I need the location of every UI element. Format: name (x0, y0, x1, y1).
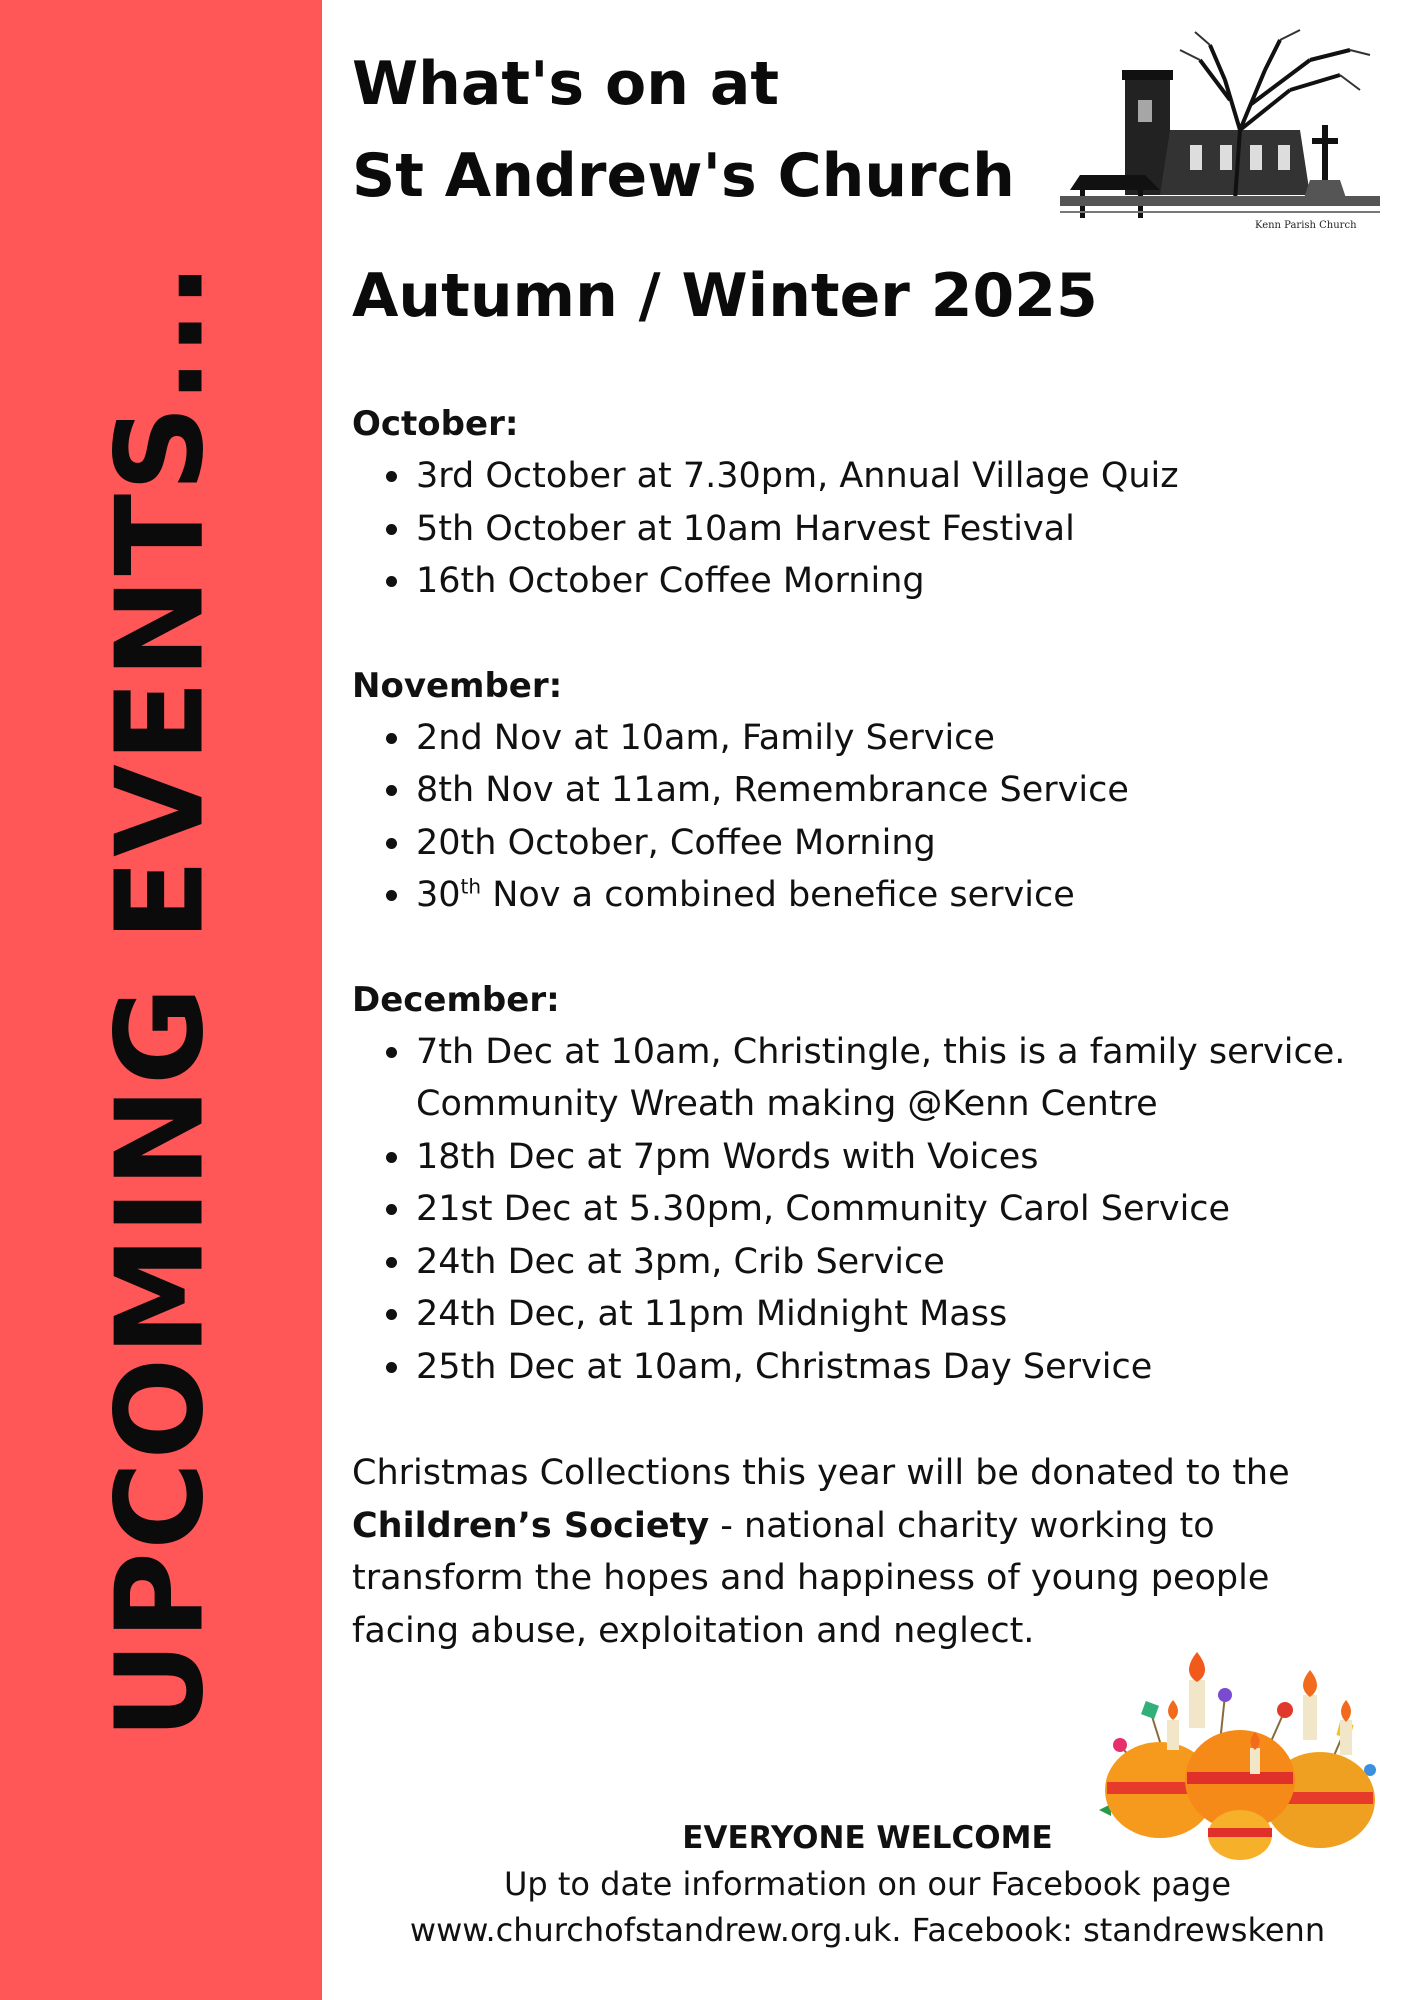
month-november (352, 660, 1392, 922)
month-heading: November: (352, 665, 563, 706)
church-sketch-image (1050, 20, 1385, 235)
sidebar-banner (0, 0, 322, 2000)
upcoming-events-heading: UPCOMING EVENTS... (91, 260, 231, 1740)
list-item: 3rd October at 7.30pm, Annual Village Quiz (416, 450, 1392, 503)
item-line-1: 7th Dec at 10am, Christingle, this is a family service. (416, 1031, 1346, 1072)
list-item: 16th October Coffee Morning (416, 555, 1392, 608)
item-text: Nov a combined benefice service (481, 875, 1075, 915)
list-item: 20th October, Coffee Morning (416, 817, 1392, 870)
list-item: 8th Nov at 11am, Remembrance Service (416, 764, 1392, 817)
events-list (352, 398, 1392, 1445)
charity-paragraph (352, 1447, 1382, 1657)
image-caption: Kenn Parish Church (1255, 220, 1357, 231)
month-october (352, 398, 1392, 608)
list-item (416, 1026, 1392, 1131)
charity-name: Children’s Society (352, 1505, 710, 1546)
charity-line-3: transform the hopes and happiness of young people (352, 1558, 1270, 1598)
ordinal-superscript: th (460, 874, 482, 899)
day-number: 30 (416, 875, 461, 915)
list-item: 24th Dec, at 11pm Midnight Mass (416, 1288, 1392, 1341)
list-item: 24th Dec at 3pm, Crib Service (416, 1236, 1392, 1289)
everyone-welcome: EVERYONE WELCOME (682, 1820, 1053, 1856)
list-item: 18th Dec at 7pm Words with Voices (416, 1131, 1392, 1184)
list-item: 2nd Nov at 10am, Family Service (416, 712, 1392, 765)
title-line-2: St Andrew's Church (352, 141, 1015, 211)
list-item: 5th October at 10am Harvest Festival (416, 503, 1392, 556)
title-line-1: What's on at (352, 49, 780, 119)
list-item: 21st Dec at 5.30pm, Community Carol Service (416, 1183, 1392, 1236)
item-line-2: Community Wreath making @Kenn Centre (416, 1084, 1158, 1124)
footer (322, 1815, 1413, 1953)
facebook-info: Up to date information on our Facebook page (503, 1865, 1232, 1903)
page-title (352, 38, 1015, 222)
list-item: 25th Dec at 10am, Christmas Day Service (416, 1341, 1392, 1394)
charity-line-2: - national charity working to (709, 1505, 1215, 1546)
charity-line-4: facing abuse, exploitation and neglect. (352, 1610, 1035, 1651)
charity-line-1: Christmas Collections this year will be donated to the (352, 1453, 1290, 1493)
season-heading: Autumn / Winter 2025 (352, 261, 1098, 331)
month-heading: October: (352, 404, 519, 444)
month-heading: December: (352, 979, 560, 1020)
website-link[interactable]: www.churchofstandrew.org.uk. Facebook: standrewskenn (409, 1911, 1326, 1949)
list-item (416, 869, 1392, 922)
month-december (352, 974, 1392, 1394)
